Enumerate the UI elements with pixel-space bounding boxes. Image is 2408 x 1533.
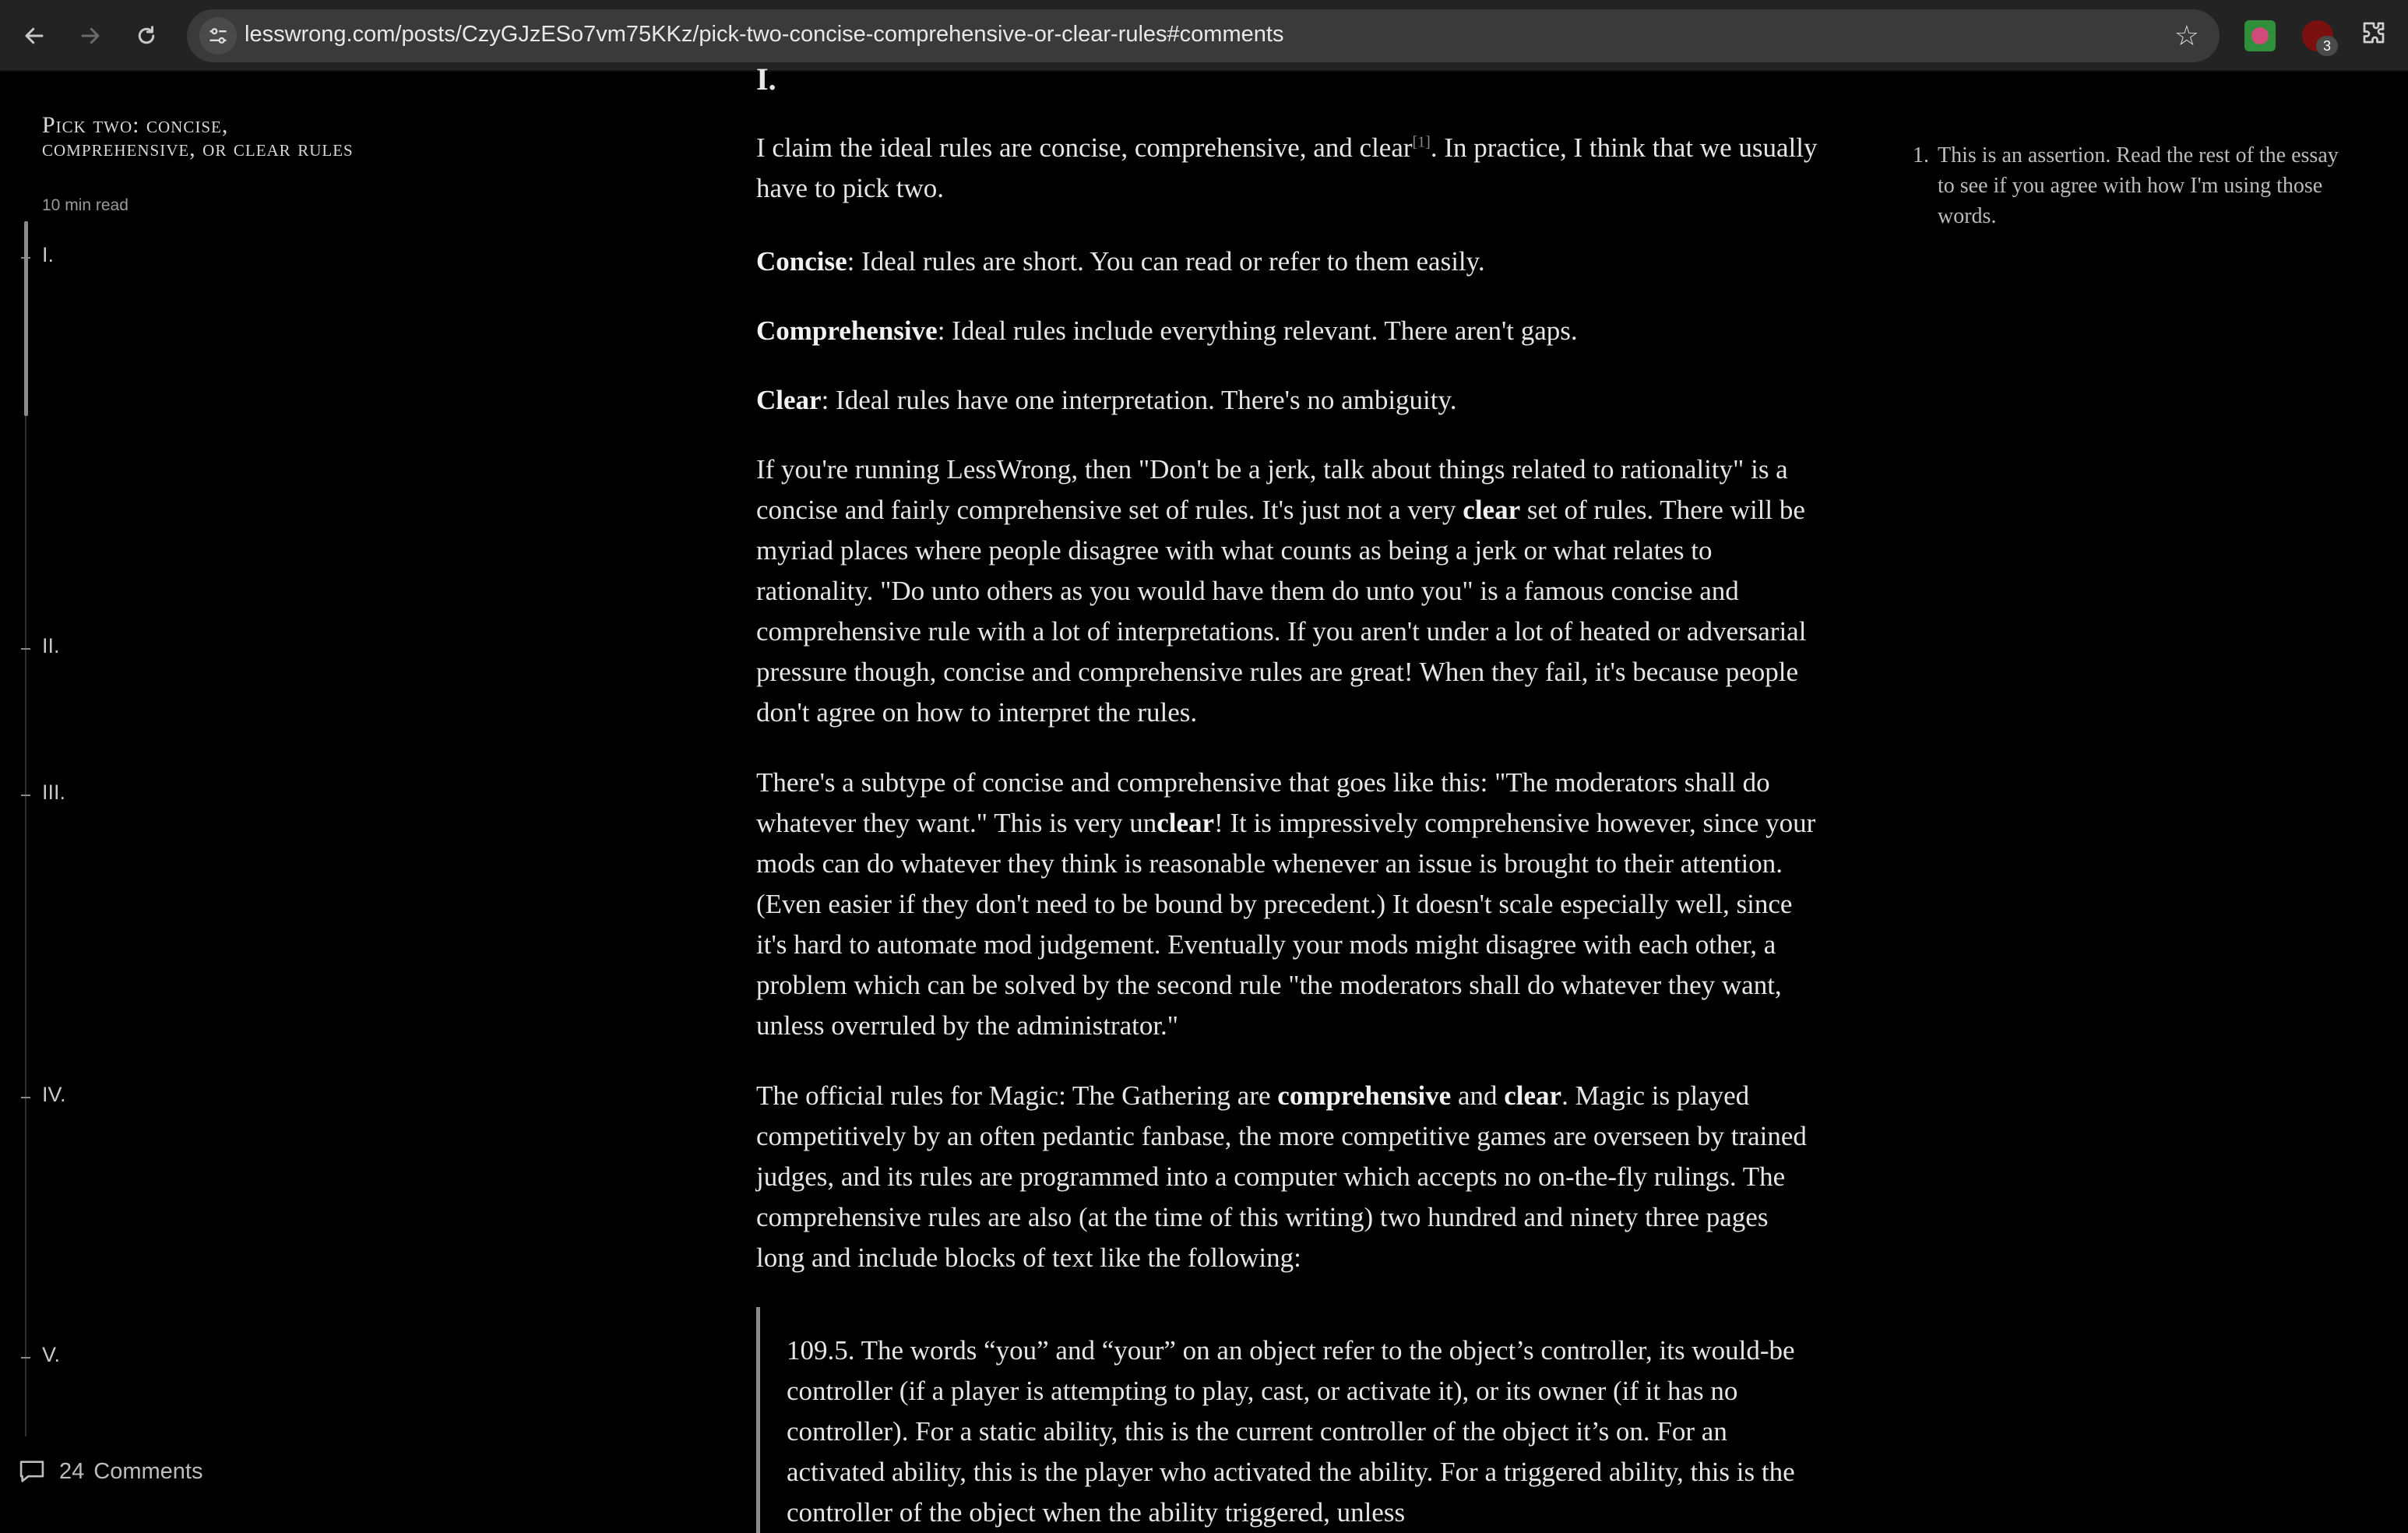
arrow-right-icon	[79, 24, 102, 48]
footnote-number[interactable]: 1.	[1913, 143, 1929, 167]
forward-button[interactable]	[70, 16, 111, 56]
extensions-puzzle-icon[interactable]	[2360, 19, 2388, 54]
footnote-text: This is an assertion. Read the rest of the essay to see if you agree with how I'm using those words.	[1938, 143, 2339, 228]
browser-toolbar	[0, 0, 2408, 72]
footnote-ref[interactable]: [1]	[1412, 133, 1431, 151]
arrow-left-icon	[23, 24, 46, 48]
address-bar[interactable]	[187, 9, 2220, 62]
toc-tick	[21, 257, 30, 259]
toc-item-5[interactable]: V.	[42, 1343, 61, 1366]
toc-tick	[21, 1097, 30, 1098]
blockquote	[756, 1307, 1823, 1533]
comments-count: 24	[59, 1458, 85, 1484]
toc-item-1[interactable]: I.	[42, 243, 55, 266]
paragraph: Concise: Ideal rules are short. You can read or refer to them easily.	[756, 246, 1485, 277]
reload-button[interactable]	[126, 16, 167, 56]
toc-post-title[interactable]: Pick two: concise, comprehensive, or clear rules	[42, 112, 354, 161]
reload-icon	[135, 24, 158, 48]
url-text[interactable]: lesswrong.com/posts/CzyGJzESo7vm75KKz/pick-two-concise-comprehensive-or-clear-rules#comments	[245, 22, 1284, 47]
toc-tick	[21, 1357, 30, 1359]
toc-tick	[21, 795, 30, 796]
toc-progress-indicator	[24, 221, 28, 416]
extension-badge: 3	[2316, 36, 2338, 56]
paragraph: Comprehensive: Ideal rules include everything relevant. There aren't gaps.	[756, 315, 1578, 346]
comment-bubble-icon	[17, 1458, 47, 1485]
paragraph: If you're running LessWrong, then "Don't be a jerk, talk about things related to rationality" is a concise and fairly comprehensive set of rules. It's just not a very clear set of rules. There will be myriad places where people disagree with what counts as being a jerk or what relates to rationality. "Do unto others as you would have them do unto you" is a famous concise and comprehensive rule with a lot of interpretations. If you aren't under a lot of heated or adversarial pressure though, concise and comprehensive rules are great! When they fail, it's because people don't agree on how to interpret the rules.	[756, 454, 1807, 728]
comments-link[interactable]	[17, 1458, 202, 1485]
extension-icon[interactable]	[2244, 20, 2276, 51]
page-content	[0, 62, 2408, 1528]
toc-tick	[21, 648, 30, 650]
tune-icon	[207, 25, 229, 47]
back-button[interactable]	[14, 16, 55, 56]
paragraph: I claim the ideal rules are concise, comprehensive, and clear[1]. In practice, I think that we usually have to pick two.	[756, 132, 1818, 203]
comments-label: Comments	[93, 1458, 203, 1484]
paragraph: Clear: Ideal rules have one interpretation. There's no ambiguity.	[756, 385, 1457, 415]
quote-text: 109.5. The words “you” and “your” on an object refer to the object’s controller, its would-be controller (if a player is attempting to play, cast, or activate it), or its owner (if it has no controller). For a static ability, this is the current controller of the object it’s on. For an activated ability, this is the player who activated the ability. For a triggered ability, this is the controller of the object when the ability triggered, unless	[787, 1335, 1795, 1528]
bookmark-star-icon[interactable]: ☆	[2174, 19, 2199, 51]
site-info-button[interactable]	[199, 17, 237, 55]
toc-item-3[interactable]: III.	[42, 781, 66, 804]
section-heading: I.	[756, 62, 776, 97]
toc-item-2[interactable]: II.	[42, 634, 60, 657]
toc-item-4[interactable]: IV.	[42, 1083, 66, 1106]
read-time: 10 min read	[42, 196, 128, 214]
paragraph: The official rules for Magic: The Gathering are comprehensive and clear. Magic is played competitively by an often pedantic fanbase, the more competitive games are overseen by trained judges, and its rules are programmed into a computer which accepts no on-the-fly rulings. The comprehensive rules are also (at the time of this writing) two hundred and ninety three pages long and include blocks of text like the following:	[756, 1080, 1807, 1273]
paragraph: There's a subtype of concise and comprehensive that goes like this: "The moderators shall do whatever they want." This is very unclear! It is impressively comprehensive however, since your mods can do whatever they think is reasonable whenever an issue is brought to their attention. (Even easier if they don't need to be bound by precedent.) It doesn't scale especially well, since it's hard to automate mod judgement. Eventually your mods might disagree with each other, a problem which can be solved by the second rule "the moderators shall do whatever they want, unless overruled by the administrator."	[756, 767, 1816, 1041]
